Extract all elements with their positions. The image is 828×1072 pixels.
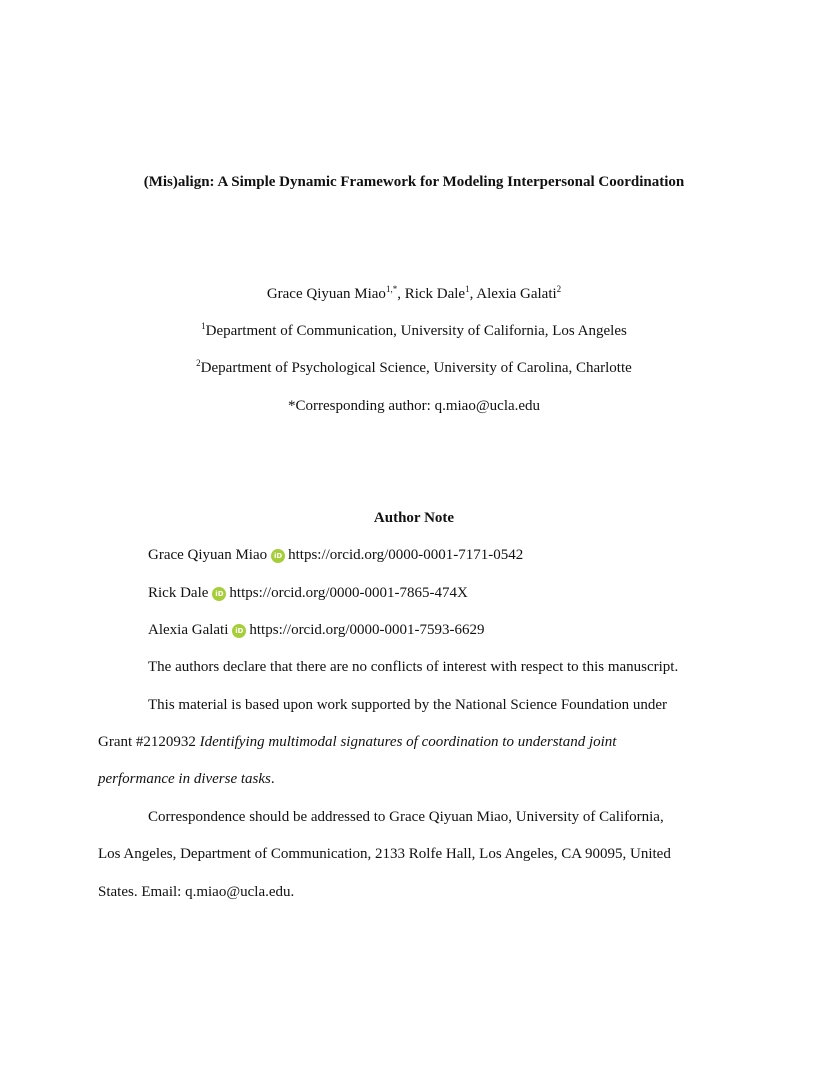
- orcid-line: [148, 547, 523, 564]
- orcid-link[interactable]: https://orcid.org/0000-0001-7865-474X: [229, 585, 468, 601]
- orcid-icon: iD: [212, 587, 226, 601]
- affiliation-2: [0, 360, 828, 377]
- correspondence-line-3: States. Email: q.miao@ucla.edu.: [98, 884, 295, 900]
- affiliation-superscript: 1: [201, 321, 206, 331]
- orcid-icon: iD: [271, 549, 285, 563]
- funding-line-2: [98, 734, 616, 751]
- author-note-heading: Author Note: [373, 510, 455, 526]
- correspondence-line-1: Correspondence should be addressed to Grace Qiyuan Miao, University of California,: [148, 809, 664, 825]
- author-list: [0, 286, 828, 303]
- author-name: Rick Dale: [404, 286, 466, 302]
- orcid-author-name: Alexia Galati: [148, 622, 229, 638]
- affiliation-text: Department of Communication, University of California, Los Angeles: [205, 323, 627, 339]
- orcid-author-name: Rick Dale: [148, 585, 209, 601]
- grant-number: Grant #2120932: [98, 734, 200, 750]
- funding-line-1: This material is based upon work supported by the National Science Foundation under: [148, 697, 668, 713]
- affiliation-text: Department of Psychological Science, University of Carolina, Charlotte: [200, 360, 632, 376]
- author-superscript: 1,*: [385, 284, 398, 294]
- author-superscript: 2: [556, 284, 562, 294]
- author-name: Grace Qiyuan Miao: [266, 286, 386, 302]
- orcid-icon: iD: [232, 624, 246, 638]
- grant-title-cont: performance in diverse tasks: [98, 771, 271, 787]
- orcid-link[interactable]: https://orcid.org/0000-0001-7593-6629: [249, 622, 485, 638]
- funding-period: .: [270, 771, 275, 787]
- orcid-link[interactable]: https://orcid.org/0000-0001-7171-0542: [288, 547, 524, 563]
- conflict-statement: The authors declare that there are no conflicts of interest with respect to this manuscript.: [148, 659, 679, 675]
- corresponding-author: *Corresponding author: q.miao@ucla.edu: [287, 398, 541, 414]
- author-superscript: 1: [465, 284, 470, 294]
- author-name: Alexia Galati: [476, 286, 557, 302]
- orcid-line: [148, 585, 468, 602]
- funding-line-3: [98, 771, 275, 788]
- correspondence-line-2: Los Angeles, Department of Communication, 2133 Rolfe Hall, Los Angeles, CA 90095, United: [98, 846, 671, 862]
- affiliation-1: [0, 323, 828, 340]
- orcid-line: [148, 622, 485, 639]
- affiliation-superscript: 2: [196, 358, 201, 368]
- orcid-author-name: Grace Qiyuan Miao: [148, 547, 268, 563]
- grant-title: Identifying multimodal signatures of coordination to understand joint: [199, 734, 617, 750]
- author-separator: ,: [397, 286, 405, 302]
- author-separator: ,: [469, 286, 477, 302]
- paper-title: (Mis)align: A Simple Dynamic Framework for Modeling Interpersonal Coordination: [143, 174, 685, 190]
